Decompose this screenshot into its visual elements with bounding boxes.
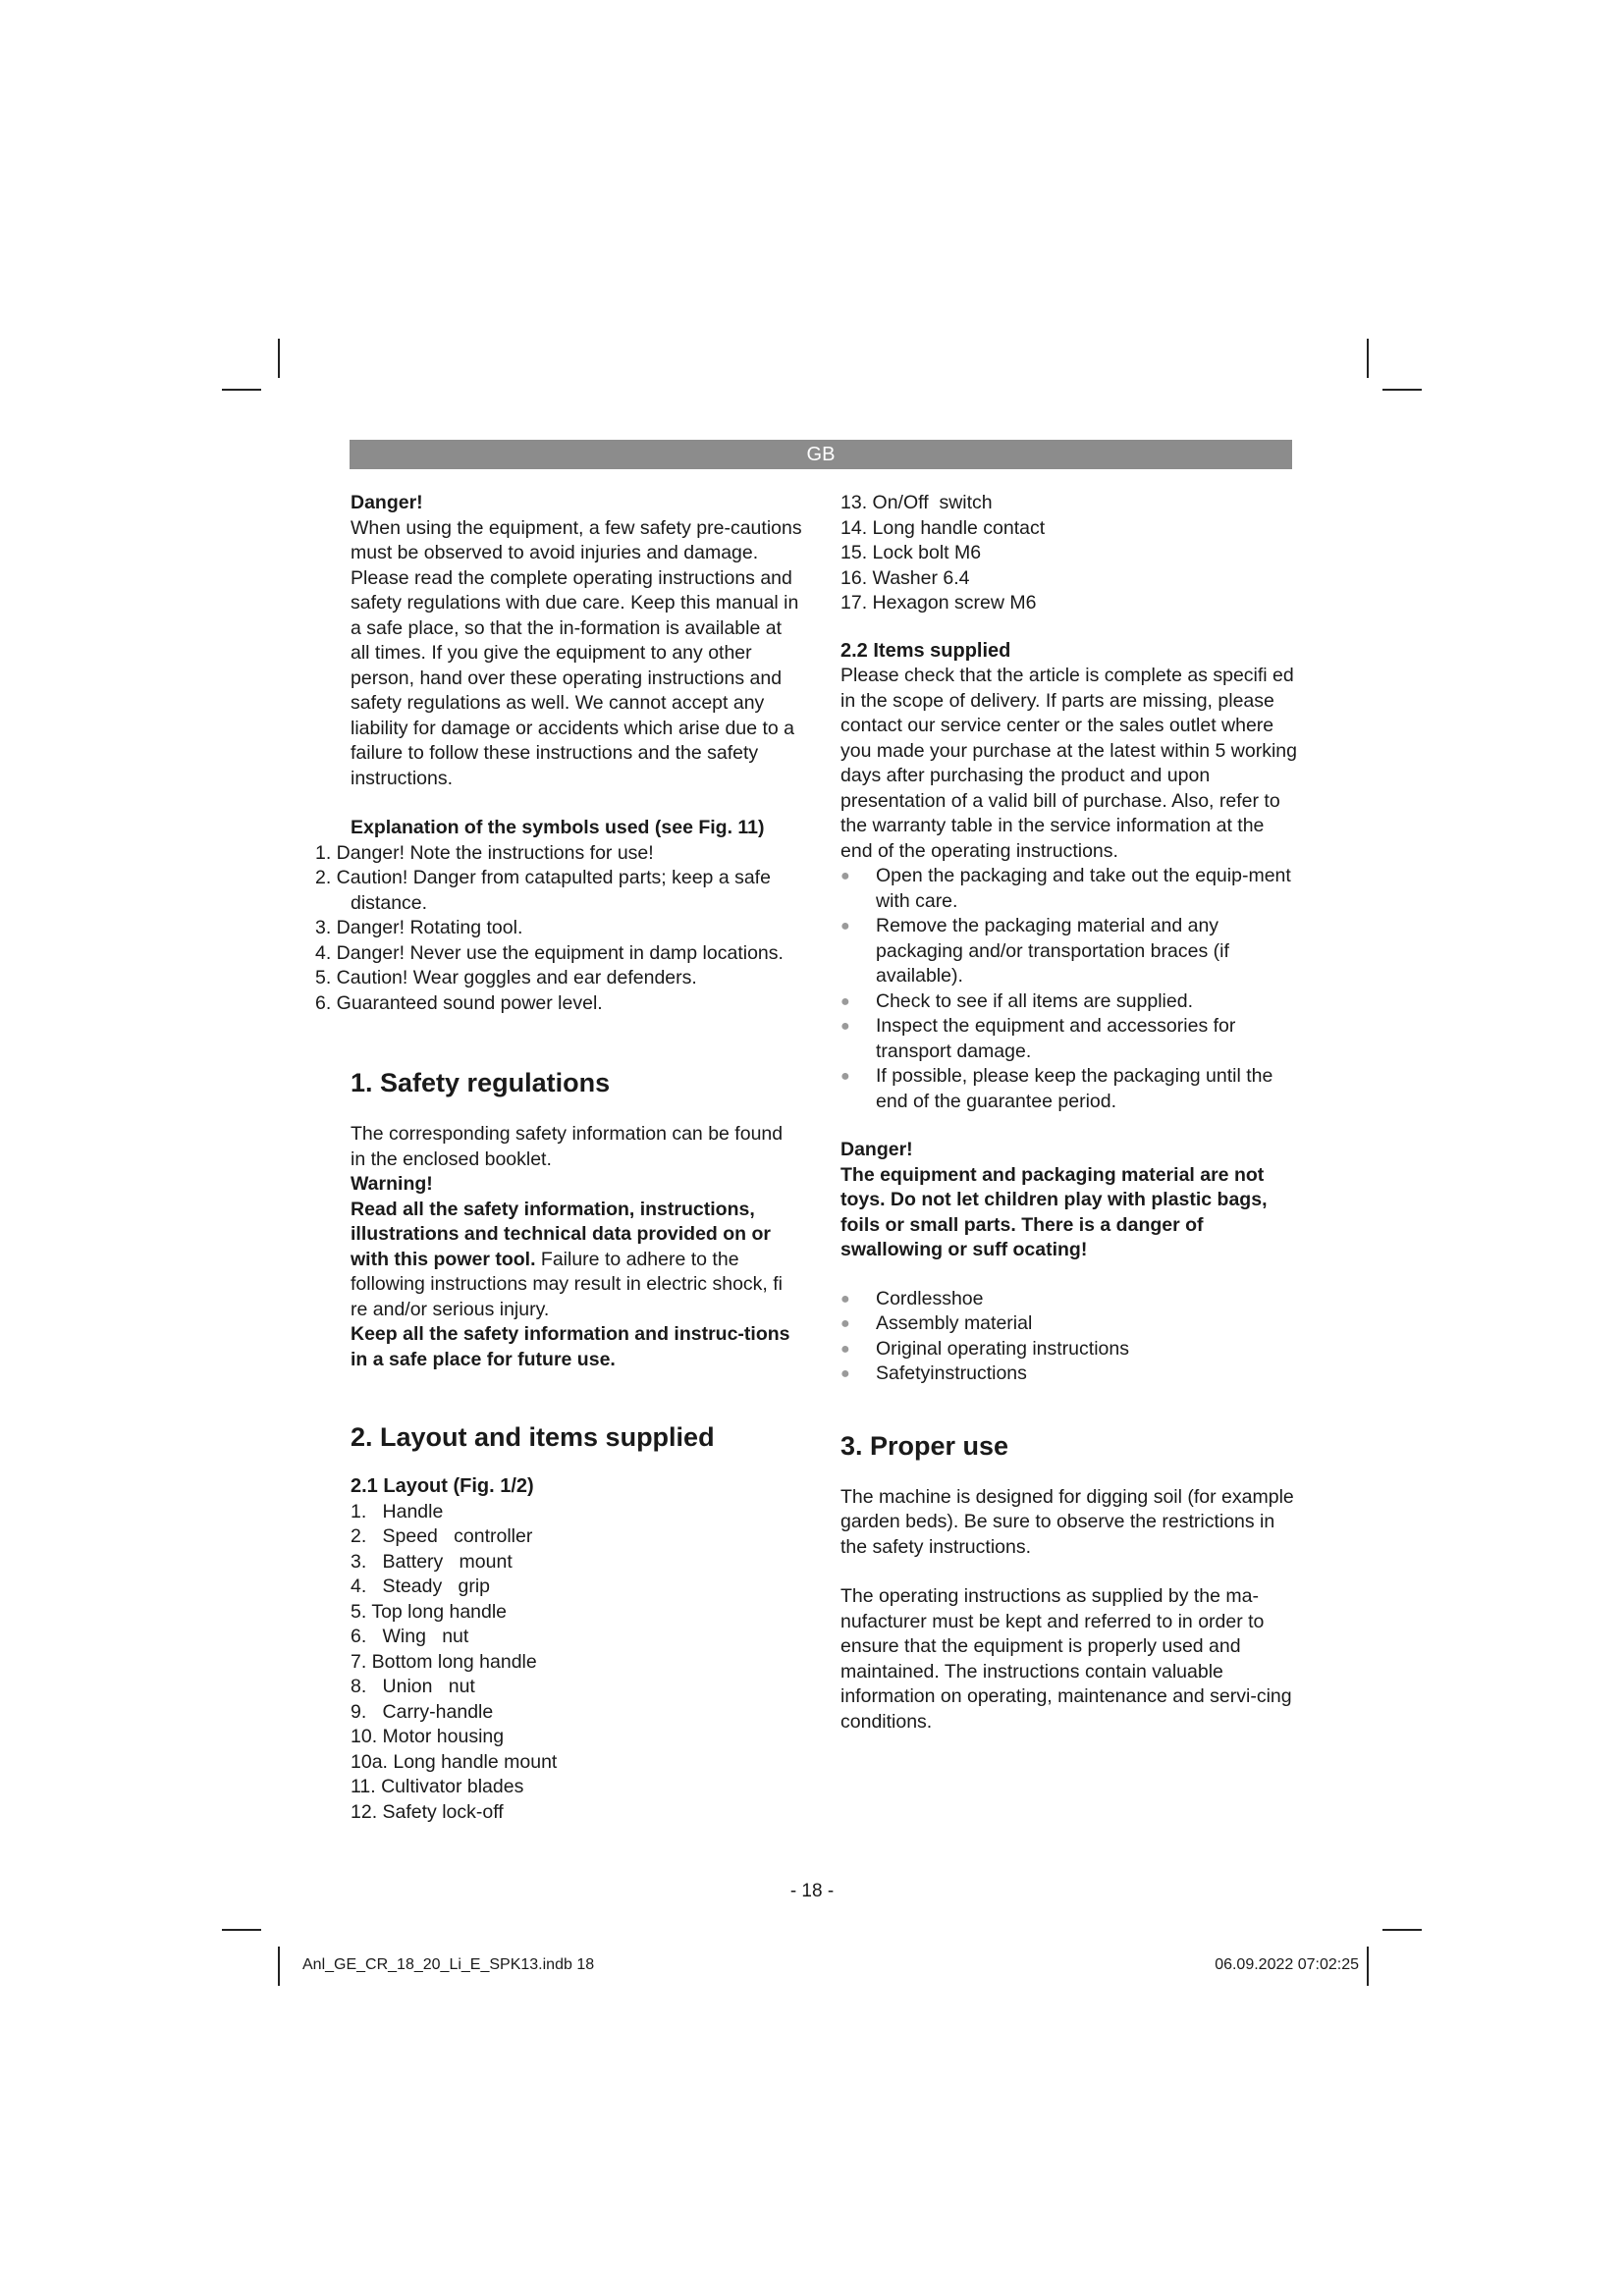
symbols-list-item: 4. Danger! Never use the equipment in damp locations. (315, 941, 784, 964)
symbols-list-item: 2. Caution! Danger from catapulted parts; keep a safe distance. (315, 867, 771, 914)
keep-safety-text: Keep all the safety information and instruc-tions in a safe place for future use. (351, 1323, 790, 1370)
crop-mark (1367, 339, 1369, 378)
bullet-icon: ● (840, 1068, 850, 1085)
layout-list-item: 4. Steady grip (351, 1575, 490, 1597)
layout-list (351, 1500, 802, 1826)
bullet-icon: ● (840, 868, 850, 884)
unpacking-bullet-list (840, 864, 1297, 1114)
bullet-item: ● Remove the packaging material and any packaging and/or transportation braces (if available). (840, 915, 1229, 987)
warning-heading: Warning! (351, 1173, 433, 1195)
proper-use-paragraph-1: The machine is designed for digging soil (for example garden beds). Be sure to observe the restrictions in the safety instructions. (840, 1485, 1294, 1558)
danger-paragraph: When using the equipment, a few safety pre-cautions must be observed to avoid injuries and damage. Please read the complete operating instructions and safety regulations with due care. Keep this manual in a safe place, so that the in-formation is available at all times. If you give the equipment to any other person, hand over these operating instructions and safety regulations as well. We cannot accept any liability for damage or accidents which arise due to a failure to follow these instructions and the safety instructions. (351, 516, 802, 789)
left-column (315, 491, 802, 1825)
layout-list-item: 1. Handle (351, 1500, 444, 1522)
symbols-heading: Explanation of the symbols used (see Fig. 11) (351, 817, 765, 838)
bullet-icon: ● (840, 1290, 850, 1308)
layout-list-item: 17. Hexagon screw M6 (840, 592, 1037, 614)
bullet-item: ● If possible, please keep the packaging until the end of the guarantee period. (840, 1065, 1273, 1112)
items-supplied-paragraph: Please check that the article is complete as specifi ed in the scope of delivery. If parts are missing, please contact our service center or the sales outlet where you made your purchase at the latest within 5 working days after purchasing the product and upon presentation of a valid bill of purchase. Also, refer to the warranty table in the service information at the end of the operating instructions. (840, 665, 1298, 862)
bullet-item: ● Safetyinstructions (840, 1362, 1297, 1387)
layout-list-item: 8. Union nut (351, 1676, 475, 1697)
layout-list-item: 16. Washer 6.4 (840, 566, 970, 589)
bullet-icon: ● (840, 1340, 850, 1358)
section-3-title: 3. Proper use (840, 1430, 1009, 1461)
symbols-list-item: 3. Danger! Rotating tool. (315, 917, 523, 938)
layout-list-continued (840, 491, 1297, 616)
layout-list-item: 5. Top long handle (351, 1600, 508, 1623)
danger-packaging-paragraph: The equipment and packaging material are not toys. Do not let children play with plastic bags, foils or small parts. There is a danger of swallowing or suff ocating! (840, 1163, 1268, 1260)
crop-mark (222, 389, 261, 391)
symbols-list-item: 1. Danger! Note the instructions for use! (315, 841, 654, 864)
symbols-list (315, 841, 802, 1017)
crop-mark (1382, 389, 1422, 391)
symbols-list-item: 5. Caution! Wear goggles and ear defenders. (315, 967, 697, 988)
bullet-item: ● Open the packaging and take out the equip-ment with care. (840, 865, 1291, 912)
danger-heading: Danger! (840, 1139, 913, 1160)
layout-subheading: 2.1 Layout (Fig. 1/2) (351, 1475, 534, 1497)
crop-mark (222, 1929, 261, 1931)
page-number: - 18 - (789, 1881, 835, 1901)
crop-mark (278, 1947, 280, 1986)
layout-list-item: 6. Wing nut (351, 1626, 469, 1647)
layout-list-item: 14. Long handle contact (840, 516, 1046, 539)
crop-mark (278, 339, 280, 378)
bullet-icon: ● (840, 1315, 850, 1332)
danger-heading: Danger! (351, 492, 423, 513)
layout-list-item: 12. Safety lock-off (351, 1800, 504, 1823)
layout-list-item: 7. Bottom long handle (351, 1650, 537, 1673)
bullet-icon: ● (840, 1365, 850, 1382)
layout-list-item: 3. Battery mount (351, 1550, 513, 1573)
layout-list-item: 11. Cultivator blades (351, 1776, 524, 1797)
layout-list-item: 13. On/Off switch (840, 492, 993, 513)
bullet-item: ● Check to see if all items are supplied. (840, 989, 1297, 1015)
layout-list-item: 2. Speed controller (351, 1525, 533, 1547)
layout-list-item: 9. Carry-handle (351, 1700, 494, 1723)
bullet-item: ● Inspect the equipment and accessories for transport damage. (840, 1015, 1236, 1062)
safety-intro: The corresponding safety information can be found in the enclosed booklet. (351, 1123, 784, 1170)
print-slug-date: 06.09.2022 07:02:25 (1215, 1956, 1359, 1973)
warning-paragraph (351, 1198, 802, 1323)
layout-list-item: 15. Lock bolt M6 (840, 542, 982, 563)
warning-bold-text: Read all the safety information, instructions, illustrations and technical data provided on or with this power tool. (351, 1198, 771, 1270)
layout-list-item: 10. Motor housing (351, 1726, 505, 1747)
symbols-list-item: 6. Guaranteed sound power level. (315, 991, 603, 1014)
print-slug-file: Anl_GE_CR_18_20_Li_E_SPK13.indb 18 (302, 1956, 595, 1973)
layout-list-item: 10a. Long handle mount (351, 1750, 558, 1773)
section-2-title: 2. Layout and items supplied (351, 1422, 715, 1452)
bullet-item: ● Original operating instructions (840, 1337, 1297, 1362)
items-supplied-subheading: 2.2 Items supplied (840, 639, 1011, 662)
bullet-icon: ● (840, 992, 850, 1010)
bullet-icon: ● (840, 1018, 850, 1035)
section-1-title: 1. Safety regulations (351, 1068, 611, 1097)
bullet-icon: ● (840, 918, 850, 934)
language-header-bar: GB (350, 440, 1292, 469)
delivery-contents-list (840, 1287, 1297, 1387)
bullet-item: ● Cordlesshoe (840, 1287, 1297, 1312)
crop-mark (1367, 1947, 1369, 1986)
proper-use-paragraph-2: The operating instructions as supplied by the ma-nufacturer must be kept and referred to in order to ensure that the equipment is properly used and maintained. The instructions contain valuable information on operating, maintenance and servi-cing conditions. (840, 1585, 1292, 1733)
warning-text: Failure to adhere to the following instructions may result in electric shock, fi re and/or serious injury. (351, 1248, 783, 1320)
crop-mark (1382, 1929, 1422, 1931)
bullet-item: ● Assembly material (840, 1311, 1297, 1337)
right-column (840, 491, 1297, 1735)
